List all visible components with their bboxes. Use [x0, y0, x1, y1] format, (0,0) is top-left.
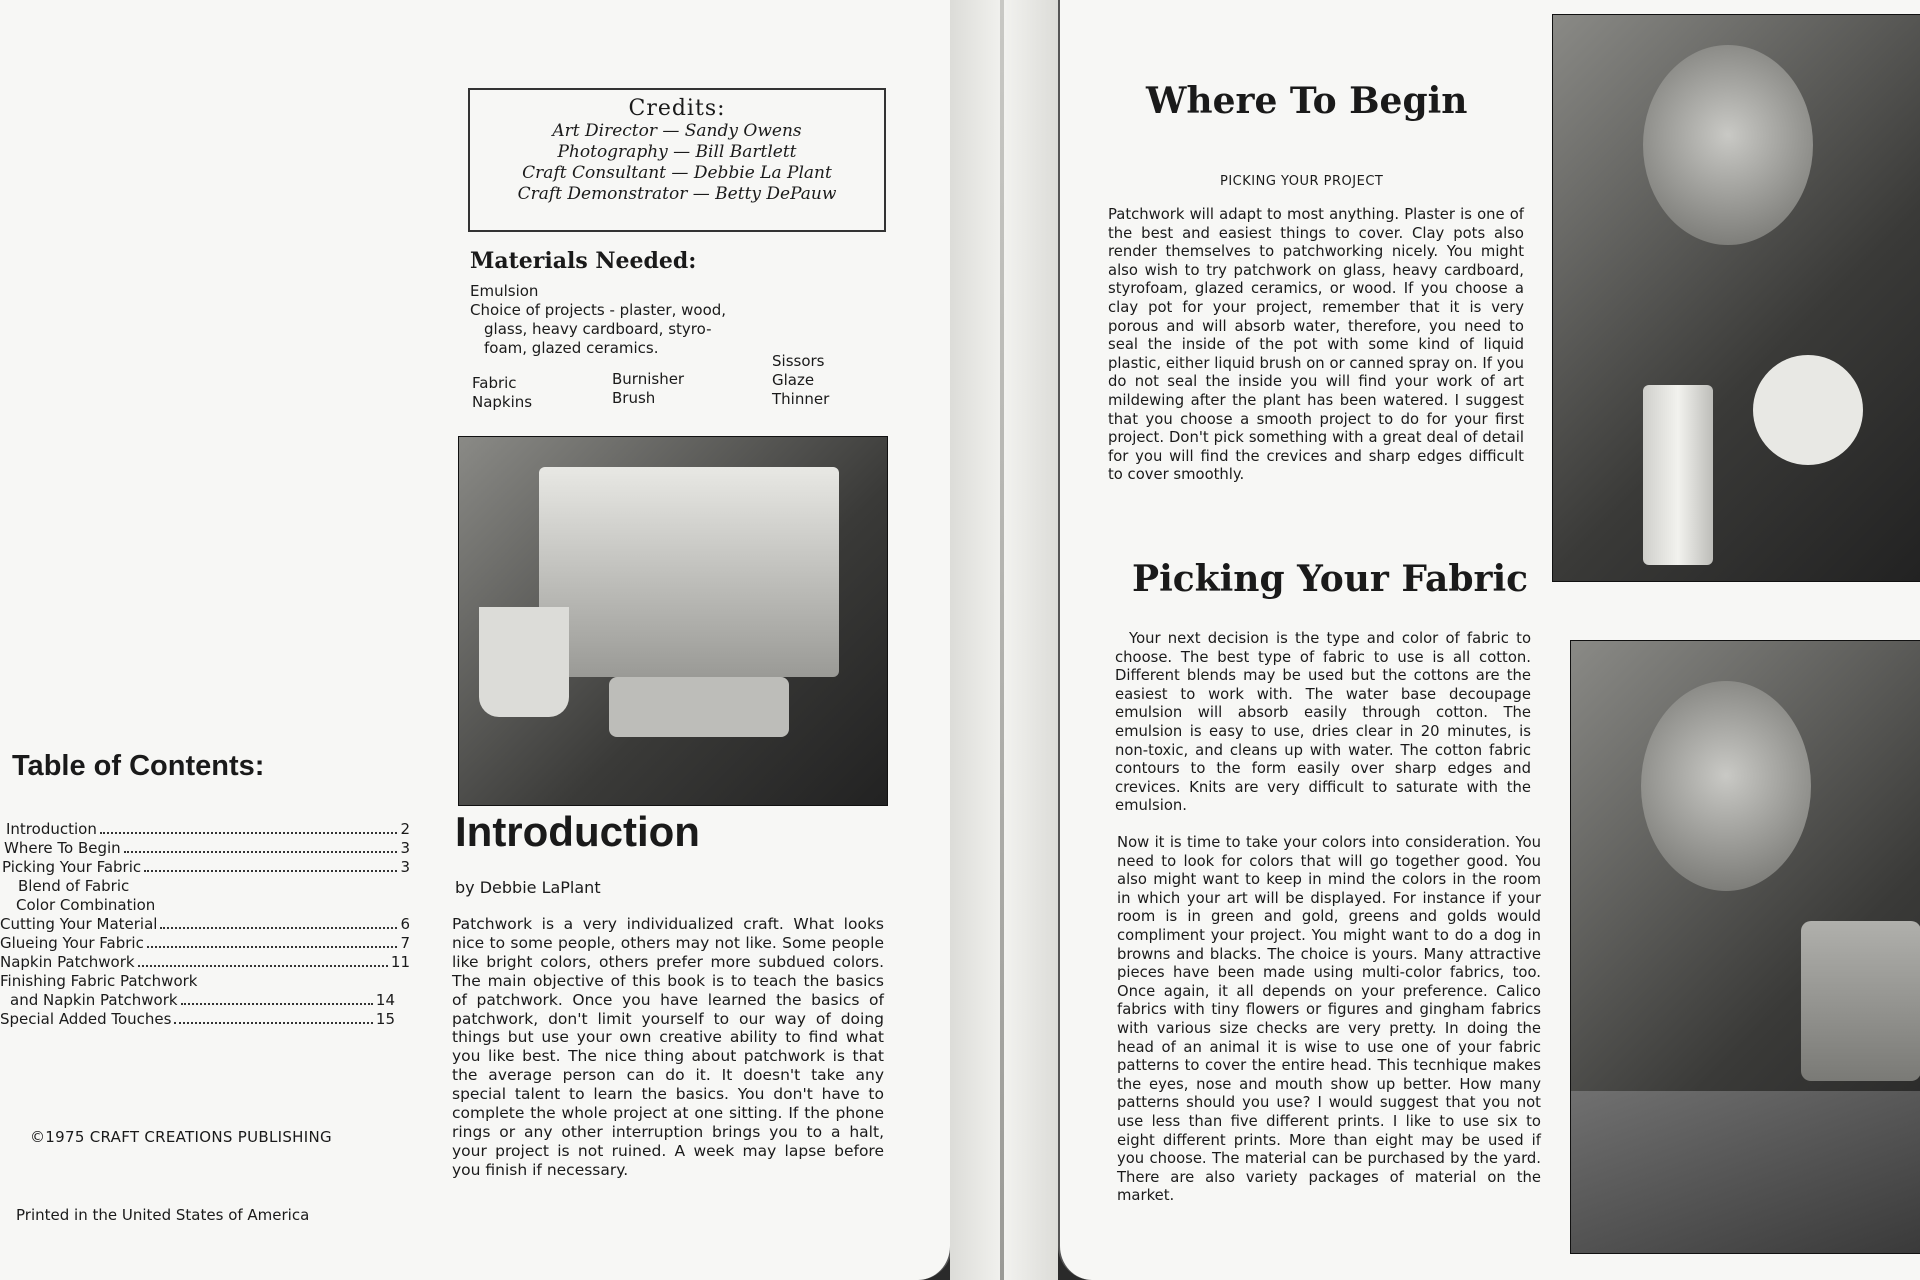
materials-line: foam, glazed ceramics. [484, 339, 659, 357]
materials-list [470, 282, 820, 358]
book-gutter [950, 0, 1058, 1280]
material-item: Fabric [472, 374, 517, 392]
introduction-byline: by Debbie LaPlant [455, 878, 601, 897]
material-item: Napkins [472, 393, 533, 411]
material-item: Brush [612, 389, 656, 407]
toc-entry: and Napkin Patchwork 14 [10, 991, 395, 1009]
toc-entry: Cutting Your Material 6 [0, 915, 410, 933]
toc-entry: Where To Begin 3 [4, 839, 410, 857]
material-item: Sissors [772, 352, 825, 370]
material-item: Glaze [772, 371, 815, 389]
credits-box [468, 88, 886, 232]
credit-line: Photography — Bill Bartlett [557, 142, 797, 162]
materials-line: Emulsion [470, 282, 539, 300]
toc-entry: Napkin Patchwork 11 [0, 953, 410, 971]
spray-demo-photo [1552, 14, 1920, 582]
where-to-begin-subtitle: PICKING YOUR PROJECT [1220, 174, 1384, 189]
credit-line: Craft Consultant — Debbie La Plant [522, 163, 832, 183]
copyright-notice: ©1975 CRAFT CREATIONS PUBLISHING [30, 1128, 332, 1146]
where-to-begin-body: Patchwork will adapt to most anything. Plaster is one of the best and easiest things to cover. Clay pots also render themselves to patchworking nicely. You might also wish to try patchwork on glass, heavy cardboard, styrofoam, glazed ceramics, or wood. If you choose a clay pot for your project, remember that it is very porous and will absorb water, therefore, you need to seal the inside of the pot with some kind of liquid plastic, either liquid brush on or canned spray on. If you do not seal the inside you will find your work of art mildewing after the plant has been watered. I suggest that you choose a smooth project to do for your first project. Don't pick something with a great deal of detail for you will find the crevices and sharp edges difficult to cover smoothly. [1108, 206, 1524, 484]
where-to-begin-title: Where To Begin [1146, 80, 1468, 122]
material-item: Thinner [772, 390, 830, 408]
materials-column-2 [612, 370, 684, 408]
introduction-title: Introduction [455, 808, 700, 855]
materials-line: glass, heavy cardboard, styro- [484, 320, 712, 338]
picking-fabric-para-2: Now it is time to take your colors into consideration. You need to look for colors that will go together good. You also might want to keep in mind the colors in the room in which your art will be displayed. For instance if your room is in green and gold, greens and golds would compliment your project. You might want to do a dog in browns and blacks. The choice is yours. Many attractive pieces have been made using multi-color fabrics, too. Once again, it all depends on your preference. Calico fabrics with tiny flowers or figures and gingham fabrics with various size checks are very pretty. In doing the head of an animal it is wise to use one of your fabric patterns to cover the entire head. This tecnhique makes the eyes, nose and mouth show up better. How many patterns should you use? I would suggest that you not use less than five different prints. I like to use six to eight different prints. More than eight may be used if you choose. The material can be purchased by the yard. There are also variety packages of material on the market. [1117, 834, 1541, 1205]
fabric-demo-photo [1570, 640, 1920, 1254]
materials-column-3 [772, 352, 829, 409]
materials-title: Materials Needed: [470, 248, 697, 274]
materials-column-1 [472, 374, 532, 412]
left-page [0, 0, 952, 1280]
toc-entry: Blend of Fabric [18, 877, 130, 895]
introduction-body: Patchwork is a very individualized craft. What looks nice to some people, others may not like. Some people like bright colors, others prefer more subdued colors. The main objective of this book is to teach the basics of patchwork. Once you have learned the basics of patchwork, don't limit yourself to our way of doing things but use your own creative ability to find what you like best. The nice thing about patchwork is that the average person can do it. It doesn't take any special talent to learn the basics. You don't have to complete the whole project at one sitting. If the phone rings or any other interruption brings you to a halt, your project is not ruined. A week may lapse before you finish if necessary. [452, 915, 884, 1179]
material-item: Burnisher [612, 370, 685, 388]
credit-line: Art Director — Sandy Owens [552, 121, 802, 141]
table-of-contents [0, 820, 410, 1029]
toc-entry: Introduction 2 [6, 820, 410, 838]
credits-title: Credits: [628, 96, 726, 121]
picking-fabric-para-1: Your next decision is the type and color of fabric to choose. The best type of fabric to use is all cotton. Different blends may be used but the cottons are the easiest to work with. The water base decoupage emulsion will absorb easily through cotton. The emulsion is easy to use, dries clear in 20 minutes, is non-toxic, and cleans up with water. The cotton fabric contours to the form easily over sharp edges and crevices. Knits are very difficult to saturate with the emulsion. [1115, 630, 1531, 815]
toc-entry: Special Added Touches 15 [0, 1010, 395, 1028]
toc-entry: Picking Your Fabric 3 [2, 858, 410, 876]
toc-entry: Glueing Your Fabric 7 [0, 934, 410, 952]
credit-line: Craft Demonstrator — Betty DePauw [517, 184, 837, 204]
materials-photo [458, 436, 888, 806]
picking-fabric-title: Picking Your Fabric [1132, 558, 1529, 600]
toc-entry: Color Combination [16, 896, 156, 914]
toc-entry: Finishing Fabric Patchwork [0, 972, 198, 990]
toc-title: Table of Contents: [12, 750, 265, 782]
materials-line: Choice of projects - plaster, wood, [470, 301, 727, 319]
printed-notice: Printed in the United States of America [16, 1206, 310, 1224]
